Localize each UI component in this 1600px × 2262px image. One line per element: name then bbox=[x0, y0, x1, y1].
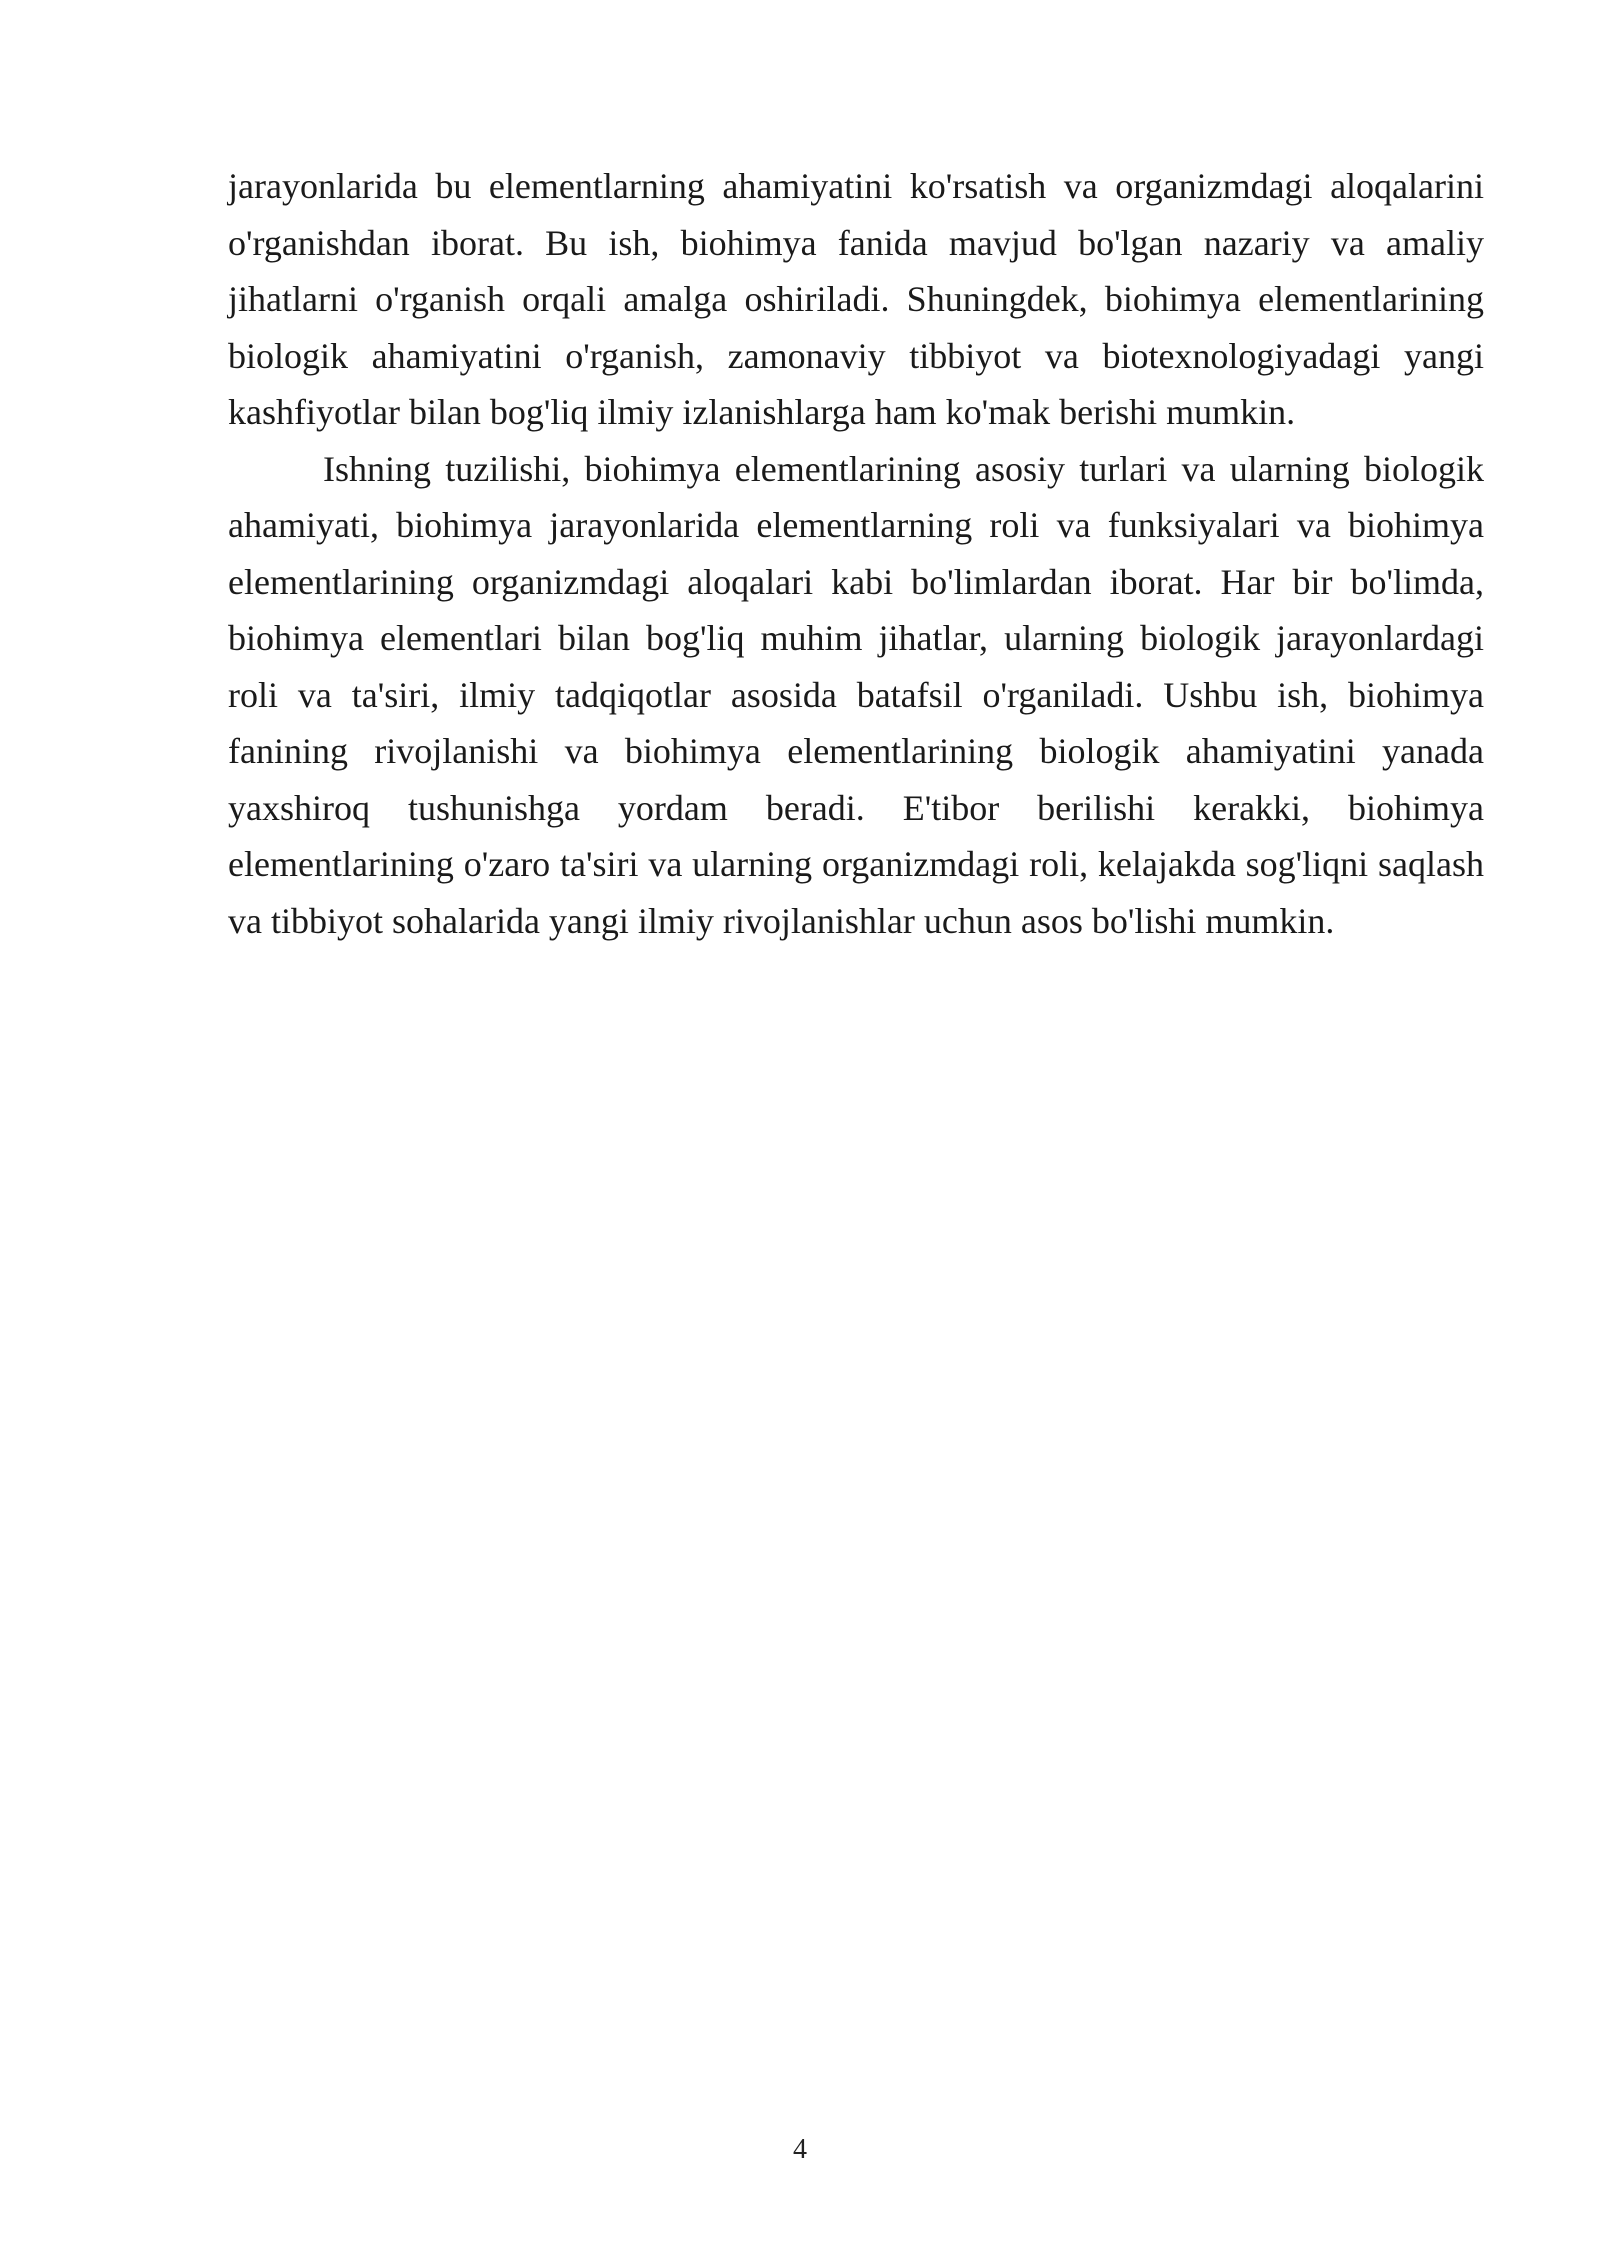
paragraph-structure: Ishning tuzilishi, biohimya elementlarining asosiy turlari va ularning biologik ahamiyati, biohimya jarayonlarida elementlarning roli va funksiyalari va biohimya elementlarining organizmdagi aloqalari kabi bo'limlardan iborat. Har bir bo'limda, biohimya elementlari bilan bog'liq muhim jihatlar, ularning biologik jarayonlardagi roli va ta'siri, ilmiy tadqiqotlar asosida batafsil o'rganiladi. Ushbu ish, biohimya fanining rivojlanishi va biohimya elementlarining biologik ahamiyatini yanada yaxshiroq tushunishga yordam beradi. E'tibor berilishi kerakki, biohimya elementlarining o'zaro ta'siri va ularning organizmdagi roli, kelajakda sog'liqni saqlash va tibbiyot sohalarida yangi ilmiy rivojlanishlar uchun asos bo'lishi mumkin. bbox=[228, 448, 1484, 941]
page-number: 4 bbox=[793, 2134, 807, 2165]
paragraph-continued: jarayonlarida bu elementlarning ahamiyatini ko'rsatish va organizmdagi aloqalarini o'rganishdan iborat. Bu ish, biohimya fanida mavjud bo'lgan nazariy va amaliy jihatlarni o'rganish orqali amalga oshiriladi. Shuningdek, biohimya elementlarining biologik ahamiyatini o'rganish, zamonaviy tibbiyot va biotexnologiyadagi yangi kashfiyotlar bilan bog'liq ilmiy izlanishlarga ham ko'mak berishi mumkin. bbox=[228, 166, 1484, 432]
body-text bbox=[228, 158, 1484, 949]
